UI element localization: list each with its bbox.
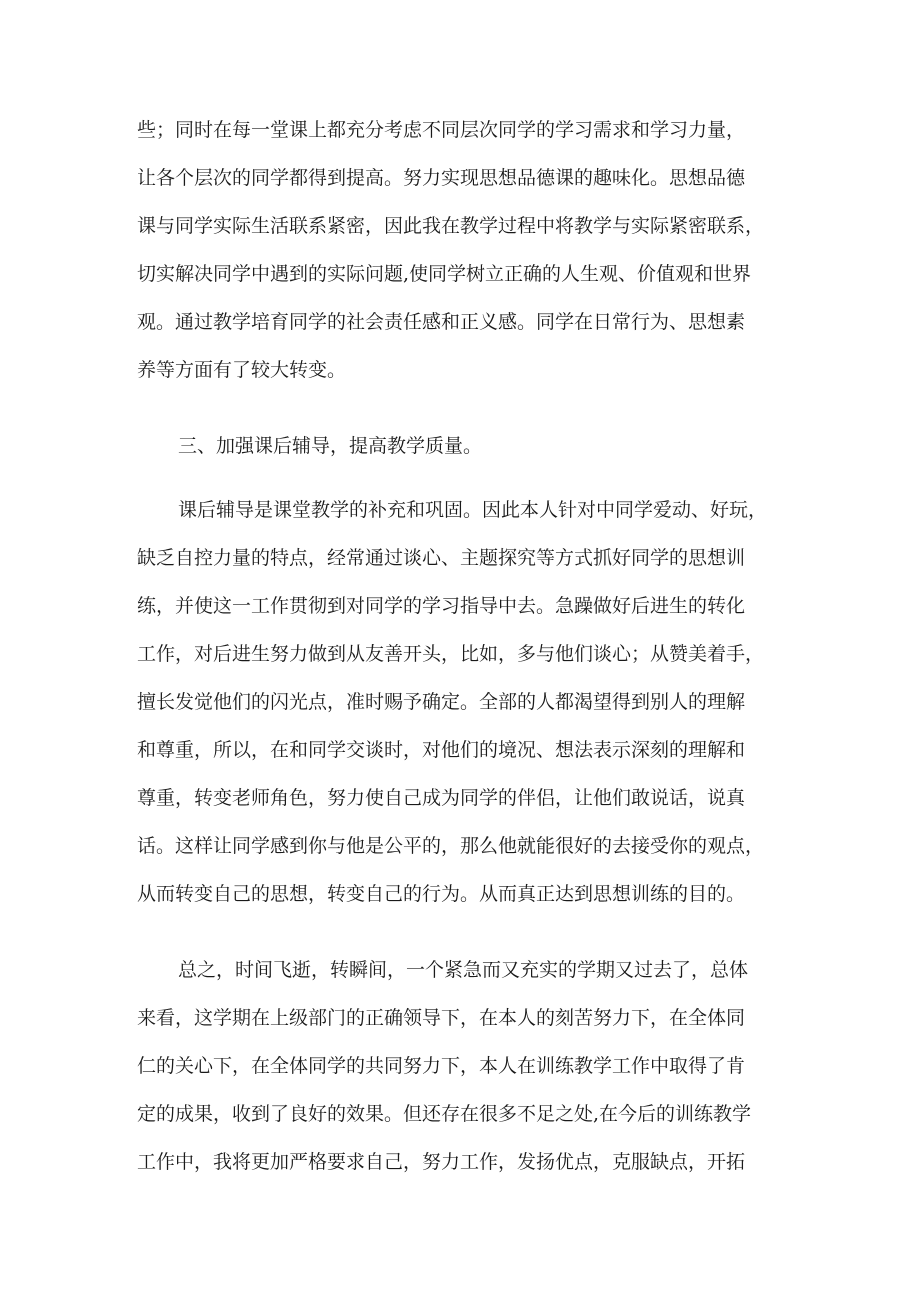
paragraph-1-line-6: 养等方面有了较大转变。	[137, 359, 347, 381]
paragraph-3-line-5: 擅长发觉他们的闪光点，准时赐予确定。全部的人都渴望得到别人的理解	[137, 691, 746, 713]
paragraph-3-line-2: 缺乏自控力量的特点，经常通过谈心、主题探究等方式抓好同学的思想训	[137, 547, 746, 569]
paragraph-1-line-5: 观。通过教学培育同学的社会责任感和正义感。同学在日常行为、思想素	[137, 311, 746, 333]
section-heading: 三、加强课后辅导，提高教学质量。	[178, 435, 483, 457]
paragraph-4-line-3: 仁的关心下，在全体同学的共同努力下，本人在训练教学工作中取得了肯	[137, 1055, 746, 1077]
paragraph-4-line-1: 总之，时间飞逝，转瞬间，一个紧急而又充实的学期又过去了，总体	[178, 959, 749, 981]
paragraph-3-line-8: 话。这样让同学感到你与他是公平的，那么他就能很好的去接受你的观点，	[137, 835, 765, 857]
paragraph-1-line-1: 些；同时在每一堂课上都充分考虑不同层次同学的学习需求和学习力量，	[137, 119, 746, 141]
paragraph-4-line-5: 工作中，我将更加严格要求自己，努力工作，发扬优点，克服缺点，开拓	[137, 1151, 746, 1173]
paragraph-3-line-6: 和尊重，所以，在和同学交谈时，对他们的境况、想法表示深刻的理解和	[137, 739, 746, 761]
paragraph-4-line-2: 来看，这学期在上级部门的正确领导下，在本人的刻苦努力下，在全体同	[137, 1007, 746, 1029]
paragraph-1-line-3: 课与同学实际生活联系紧密，因此我在教学过程中将教学与实际紧密联系，	[137, 215, 765, 237]
paragraph-3-line-4: 工作，对后进生努力做到从友善开头，比如，多与他们谈心；从赞美着手，	[137, 643, 765, 665]
paragraph-4-line-4: 定的成果，收到了良好的效果。但还存在很多不足之处,在今后的训练教学	[137, 1103, 752, 1125]
paragraph-1-line-4: 切实解决同学中遇到的实际问题,使同学树立正确的人生观、价值观和世界	[137, 263, 752, 285]
paragraph-3-line-3: 练，并使这一工作贯彻到对同学的学习指导中去。急躁做好后进生的转化	[137, 595, 746, 617]
paragraph-3-line-1: 课后辅导是课堂教学的补充和巩固。因此本人针对中同学爱动、好玩，	[178, 499, 768, 521]
paragraph-3-line-9: 从而转变自己的思想，转变自己的行为。从而真正达到思想训练的目的。	[137, 883, 746, 905]
paragraph-1-line-2: 让各个层次的同学都得到提高。努力实现思想品德课的趣味化。思想品德	[137, 167, 746, 189]
paragraph-3-line-7: 尊重，转变老师角色，努力使自己成为同学的伴侣，让他们敢说话，说真	[137, 787, 746, 809]
